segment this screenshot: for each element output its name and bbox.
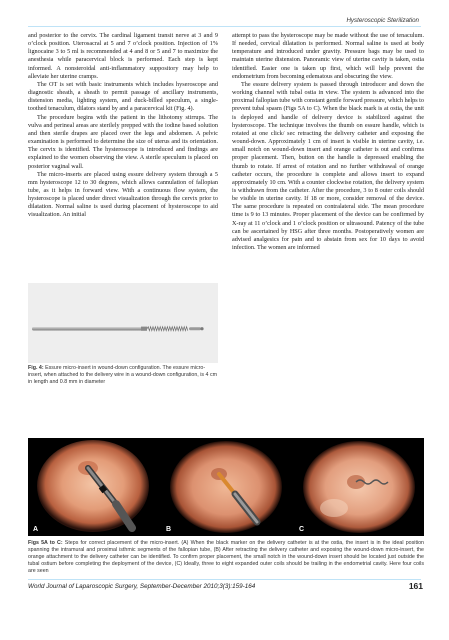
figure-5-caption — [28, 540, 424, 575]
figure-5 — [28, 438, 424, 536]
micro-insert-illustration — [28, 283, 218, 363]
paragraph: attempt to pass the hysteroscope may be made without the use of tenaculum. If needed, cervical dilatation is performed. Normal saline is used at body temperature and introduced under gravity. Pressure bags may be used to maintain uterine distension. Panoramic view of uterine cavity is taken, ostia identified. Easier one is taken up first, which will help prevent the endometrium from becoming edematous and obscuring the view. — [232, 32, 424, 80]
header-rule — [28, 26, 421, 27]
left-column — [28, 32, 218, 280]
paragraph: The procedure begins with the patient in the lithotomy stirrups. The vulva and perineal areas are sterilely prepped with the iodine based solution and then sterile drapes are placed over the legs and abdomen. A pelvic examination is performed to determine the size of uterus and its orientation. The cervix is identified. The hysteroscope is introduced and findings are explained to the women observing the view. A sterile speculum is placed on posterior vaginal wall. — [28, 113, 218, 170]
panel-label-a: A — [33, 526, 39, 533]
figure-5-panel-c — [294, 438, 424, 536]
paragraph: and posterior to the cervix. The cardinal ligament transit nerve at 3 and 9 o’clock position. Uterosacral at 5 and 7 o’clock position. Injection of 1% lignocaine 3 to 5 ml is recommended at 4 and 8 or 5 and 7 to maximize the anesthesia while paracervical block is performed. Each step is kept informed. A nonsteroidal anti-inflammatory suppository may help to alleviate her uterine cramps. — [28, 32, 218, 80]
hysteroscopic-view-a — [28, 438, 158, 536]
paragraph: The micro-inserts are placed using essure delivery system through a 5 mm hysteroscope 12 to 30 degrees, which allows cannulation of fallopian tube, as it helps in forward view. With a continuous flow system, the hysteroscope is placed under direct visualization through the cervix prior to dilatation. Normal saline is used during placement of hysteroscope to aid visualization. An initial — [28, 170, 218, 219]
figure-5-panel-b — [161, 438, 291, 536]
figure-4-caption-text: Essure micro-insert in wound-down configuration. The essure micro-insert, when attached to the delivery wire in a wound-down configuration, is 4 cm in length and 0.8 mm in diameter — [28, 365, 218, 385]
panel-label-c: C — [299, 526, 305, 533]
figure-5-caption-text: Steps for correct placement of the micro-insert. (A) When the black marker on the delivery catheter is at the ostia, the insert is in the ideal position spanning the intramural and proximal isthmic segments of the fallopian tube, (B) After retracting the delivery catheter and exposing the wound-down micro-insert, the orange attachment to the delivery catheter can be identified. To confirm proper placement, the small notch in the wound-down insert should be located just outside the tubal ostium before completing the deployment of the device, (C) Ideally, three to eight expanded outer coils should be trailing in the endometrial cavity. Here four coils are seen — [28, 540, 424, 574]
paragraph: The essure delivery system is passed through introducer and down the working channel with tubal ostia in view. The system is advanced into the proximal fallopian tube with constant gentle forward pressure, which helps to prevent tubal spasm (Figs 5A to C). When the black mark is at ostia, the unit is deployed and handle of delivery device is stabilized against the hysteroscope. The technique involves the thumb on essure handle, which is rotated at one click/ sec retracting the delivery catheter and exposing the wound-down. Approximately 1 cm of insert is visible in uterine cavity, i.e. small notch on wound-down insert and orange catheter is out and confirms proper placement. Then, button on the handle is depressed enabling the thumb to rotate. If arrest of rotation and no further withdrawal of orange catheter occurs, the procedure is complete and allows insert to expand approximately 10 cm. With a counter clockwise rotation, the delivery system is withdrawn from the catheter. After the procedure, 3 to 8 outer coils should be visible in uterine cavity. If 18 or more, consider removal of the device. The same procedure is repeated on contralateral side. The mean procedure time is 9 to 13 minutes. Proper placement of the device can be confirmed by X-ray at 11 o’clock and 1 o’clock position or ultrasound. Patency of the tube can be ascertained by HSG after three months. Postoperatively women are advised analgesics for pain and to abstain from sex for 10 days to avoid infection. The women are informed — [232, 80, 424, 252]
journal-citation: World Journal of Laparoscopic Surgery, September-December 2010;3(3):159-164 — [28, 583, 256, 590]
panel-label-b: B — [166, 526, 172, 533]
figure-4 — [28, 283, 218, 399]
figure-5-panel-a — [28, 438, 158, 536]
figure-5-label: Figs 5A to C: — [28, 540, 63, 546]
figure-4-label: Fig. 4: — [28, 365, 44, 371]
page-number: 161 — [408, 581, 423, 591]
hysteroscopic-view-b — [161, 438, 291, 536]
micro-insert-photo — [28, 283, 218, 363]
header-bar — [0, 0, 449, 18]
figure-4-caption — [28, 365, 218, 385]
paragraph: The OT is set with basic instruments which includes hyseroscope and diagnostic sheath, a sheath to permit passage of ancillary instruments, distension media, lighting system, and duck-billed speculum, a single-toothed tenaculum, dilators stand by and a paracervical kit (Fig. 4). — [28, 80, 218, 113]
running-head: Hysteroscopic Sterilization — [346, 17, 419, 24]
right-column — [232, 32, 424, 462]
footer-rule — [28, 579, 421, 580]
hysteroscopic-view-c — [294, 438, 424, 536]
